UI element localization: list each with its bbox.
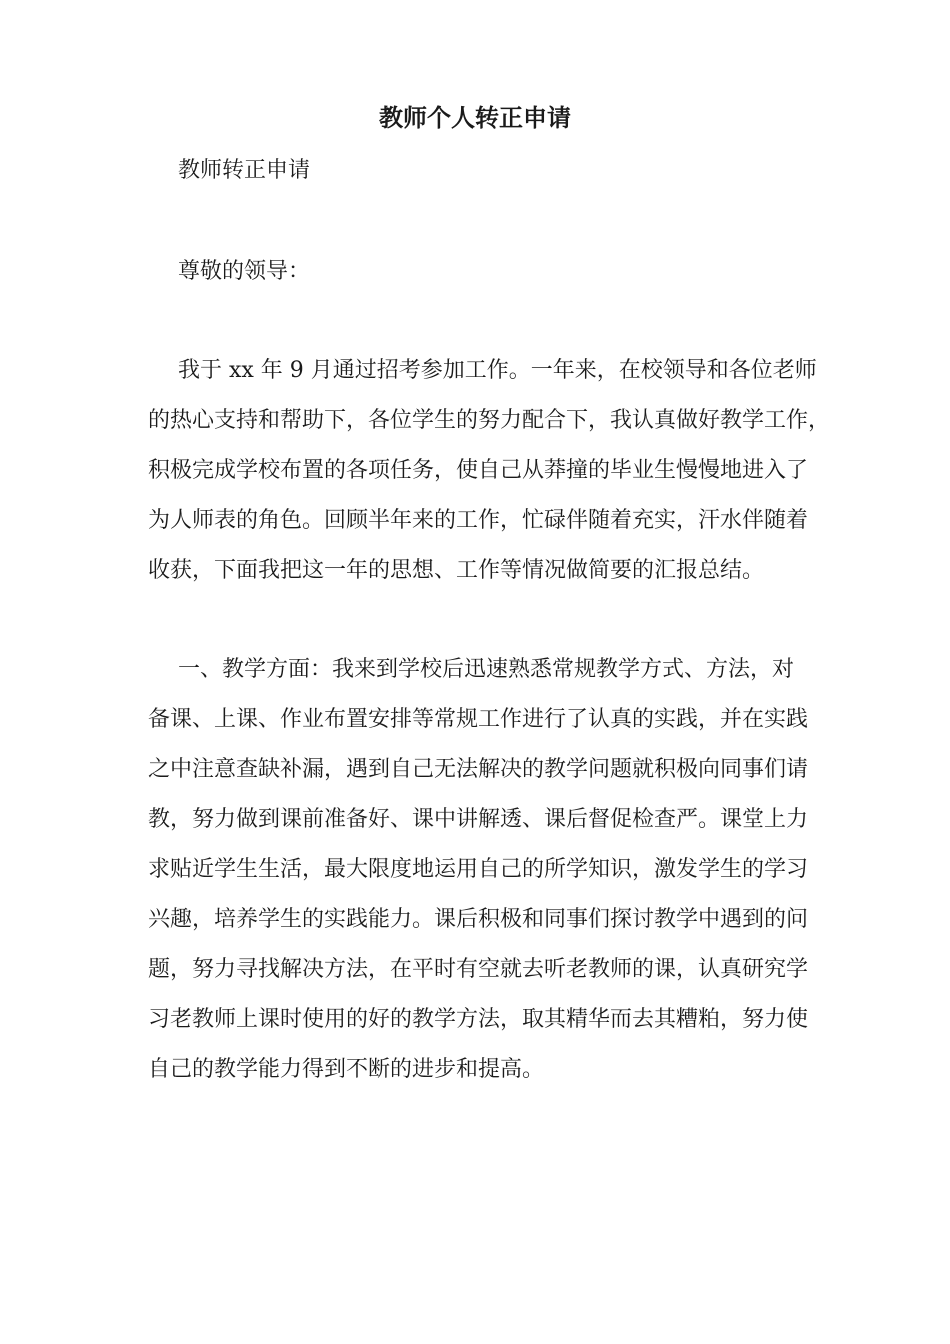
paragraph-line: 习老教师上课时使用的好的教学方法，取其精华而去其糟粕，努力使 — [148, 1007, 809, 1032]
document-title: 教师个人转正申请 — [379, 103, 571, 132]
paragraph-line: 为人师表的角色。回顾半年来的工作，忙碌伴随着充实，汗水伴随着 — [148, 508, 809, 533]
paragraph-line: 积极完成学校布置的各项任务，使自己从莽撞的毕业生慢慢地进入了 — [148, 458, 809, 483]
salutation: 尊敬的领导： — [178, 259, 311, 284]
paragraph-line: 题，努力寻找解决方法，在平时有空就去听老教师的课，认真研究学 — [148, 957, 809, 982]
paragraph-line: 自己的教学能力得到不断的进步和提高。 — [148, 1057, 545, 1082]
paragraph-line: 兴趣，培养学生的实践能力。课后积极和同事们探讨教学中遇到的问 — [148, 907, 809, 932]
paragraph-line: 求贴近学生生活，最大限度地运用自己的所学知识，激发学生的学习 — [148, 857, 809, 882]
document-subtitle: 教师转正申请 — [178, 158, 311, 183]
paragraph-line: 备课、上课、作业布置安排等常规工作进行了认真的实践，并在实践 — [148, 707, 809, 732]
paragraph-line: 之中注意查缺补漏，遇到自己无法解决的教学问题就积极向同事们请 — [148, 757, 809, 782]
paragraph-line: 的热心支持和帮助下，各位学生的努力配合下，我认真做好教学工作， — [148, 408, 831, 433]
paragraph-line: 收获，下面我把这一年的思想、工作等情况做简要的汇报总结。 — [148, 558, 765, 583]
paragraph-line: 我于 xx 年 9 月通过招考参加工作。一年来，在校领导和各位老师 — [178, 358, 817, 383]
paragraph-line: 一、教学方面：我来到学校后迅速熟悉常规教学方式、方法，对 — [178, 657, 795, 682]
paragraph-line: 教，努力做到课前准备好、课中讲解透、课后督促检查严。课堂上力 — [148, 807, 809, 832]
